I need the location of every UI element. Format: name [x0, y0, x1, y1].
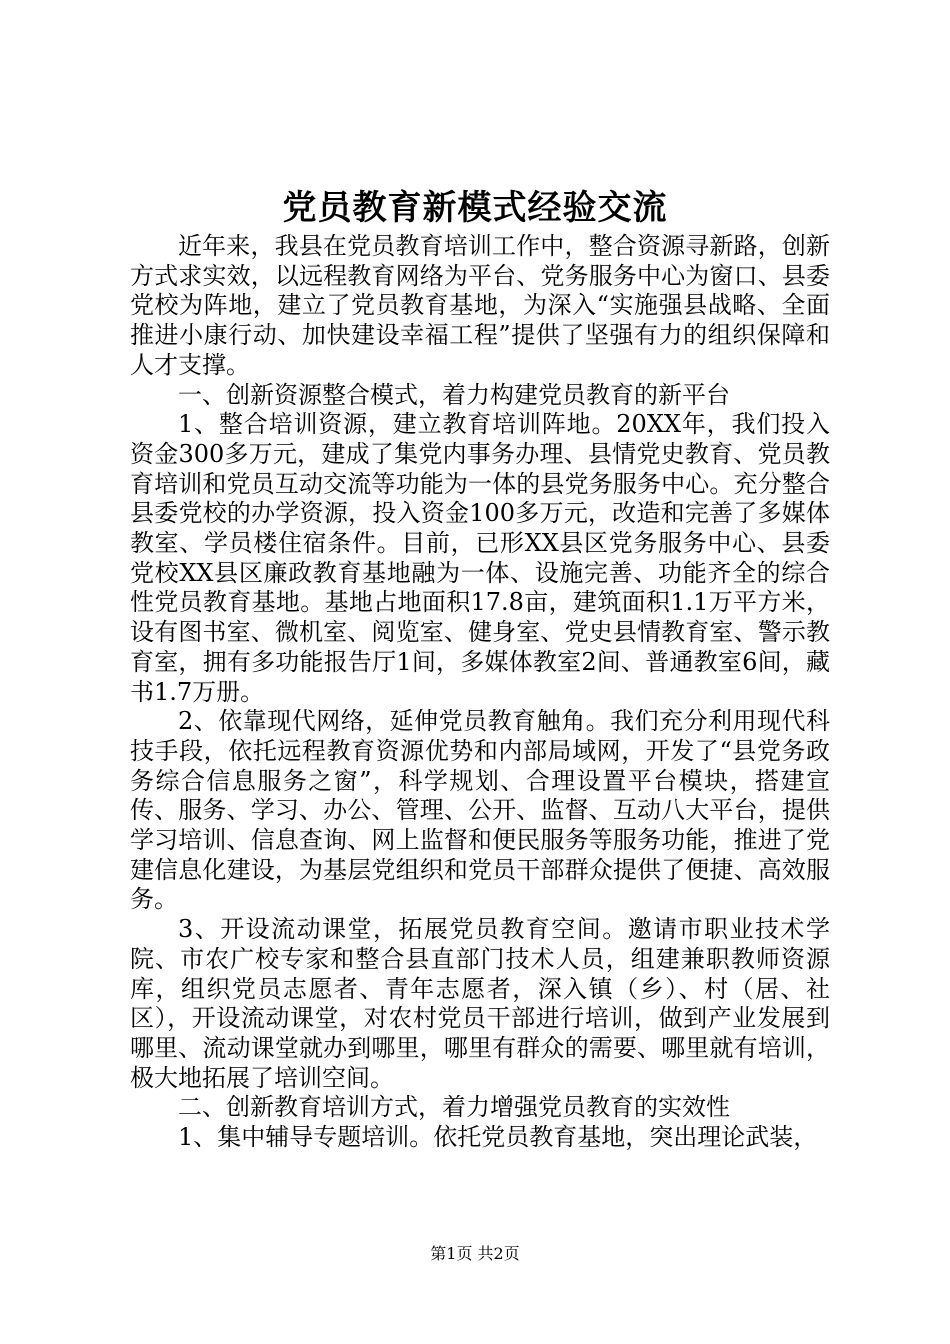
- paragraph-1-3: 3、开设流动课堂，拓展党员教育空间。邀请市职业技术学院、市农广校专家和整合县直部门技术人员，组建兼职教师资源库，组织党员志愿者、青年志愿者，深入镇（乡）、村（居、社区），开设流动课堂，对农村党员干部进行培训，做到产业发展到哪里、流动课堂就办到哪里，哪里有群众的需要、哪里就有培训，极大地拓展了培训空间。: [130, 915, 830, 1092]
- section-heading-1: 一、创新资源整合模式，着力构建党员教育的新平台: [178, 380, 730, 409]
- section-heading-2: 二、创新教育培训方式，着力增强党员教育的实效性: [178, 1093, 730, 1122]
- document-body: [130, 232, 830, 1153]
- page-footer: 第1页 共2页: [430, 1244, 520, 1263]
- paragraph-1-2: 2、依靠现代网络，延伸党员教育触角。我们充分利用现代科技手段，依托远程教育资源优势和内部局域网，开发了“县党务政务综合信息服务之窗”，科学规划、合理设置平台模块，搭建宣传、服务、学习、办公、管理、公开、监督、互动八大平台，提供学习培训、信息查询、网上监督和便民服务等服务功能，推进了党建信息化建设，为基层党组织和党员干部群众提供了便捷、高效服务。: [130, 707, 830, 914]
- paragraph-2-1: 1、集中辅导专题培训。依托党员教育基地，突出理论武装，: [178, 1123, 818, 1152]
- paragraph-1-1: 1、整合培训资源，建立教育培训阵地。20XX年，我们投入资金300多万元，建成了集党内事务办理、县情党史教育、党员教育培训和党员互动交流等功能为一体的县党务服务中心。充分整合县委党校的办学资源，投入资金100多万元，改造和完善了多媒体教室、学员楼住宿条件。目前，已形XX县区党务服务中心、县委党校XX县区廉政教育基地融为一体、设施完善、功能齐全的综合性党员教育基地。基地占地面积17.8亩，建筑面积1.1万平方米，设有图书室、微机室、阅览室、健身室、党史县情教育室、警示教育室，拥有多功能报告厅1间，多媒体教室2间、普通教室6间，藏书1.7万册。: [130, 410, 830, 706]
- document-title: 党员教育新模式经验交流: [282, 188, 668, 228]
- paragraph-intro: 近年来，我县在党员教育培训工作中，整合资源寻新路，创新方式求实效，以远程教育网络为平台、党务服务中心为窗口、县委党校为阵地，建立了党员教育基地，为深入“实施强县战略、全面推进小康行动、加快建设幸福工程”提供了坚强有力的组织保障和人才支撑。: [130, 232, 830, 379]
